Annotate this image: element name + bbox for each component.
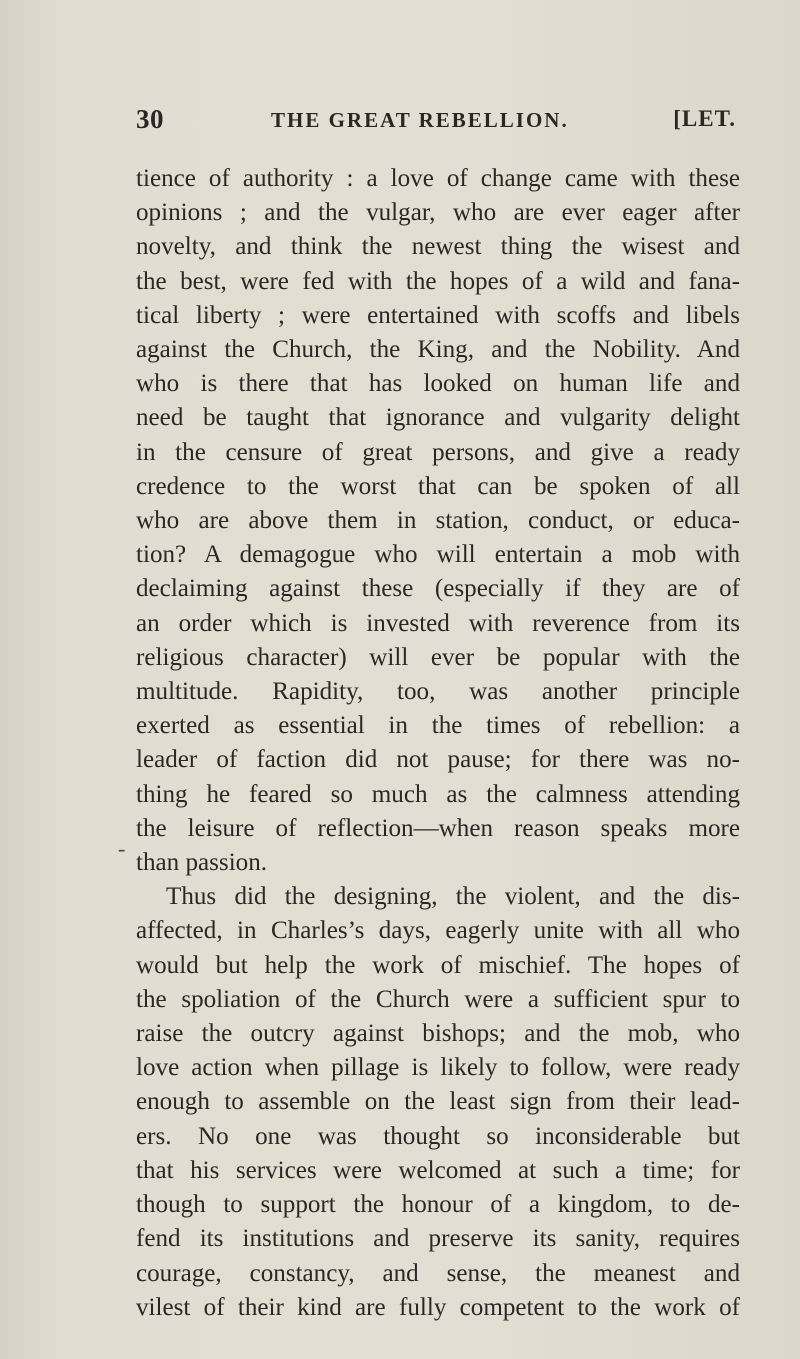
section-mark: [LET. xyxy=(673,106,736,131)
text-line: affected, in Charles’s days, eagerly unite with all who xyxy=(136,917,740,945)
text-line: vilest of their kind are fully competent to the work of xyxy=(136,1293,740,1321)
text-line: against the Church, the King, and the Nobility. And xyxy=(136,336,740,364)
text-line: would but help the work of mischief. The hopes of xyxy=(136,951,740,979)
text-line: exerted as essential in the times of rebellion: a xyxy=(136,712,740,740)
text-line: love action when pillage is likely to follow, were ready xyxy=(136,1054,740,1082)
text-line: who is there that has looked on human life and xyxy=(136,370,740,398)
body-text xyxy=(136,162,740,1325)
paragraph-end-line: than passion. xyxy=(136,849,268,877)
text-line: tical liberty ; were entertained with scoffs and libels xyxy=(136,301,740,329)
text-line: credence to the worst that can be spoken of all xyxy=(136,472,740,500)
text-line: the best, were fed with the hopes of a wild and fana- xyxy=(136,267,740,295)
text-line: religious character) will ever be popular with the xyxy=(136,643,740,671)
text-line: thing he feared so much as the calmness attending xyxy=(136,780,740,808)
text-line: an order which is invested with reverence from its xyxy=(136,609,740,637)
text-line: courage, constancy, and sense, the meanest and xyxy=(136,1259,740,1287)
text-line: that his services were welcomed at such a time; for xyxy=(136,1156,740,1184)
margin-hyphen-mark: - xyxy=(118,836,126,861)
text-line: the spoliation of the Church were a sufficient spur to xyxy=(136,985,740,1013)
text-line: leader of faction did not pause; for there was no- xyxy=(136,746,740,774)
page-number: 30 xyxy=(136,104,164,134)
running-head xyxy=(136,104,736,144)
paragraph-start-line: Thus did the designing, the violent, and the dis- xyxy=(166,883,740,911)
text-line: in the censure of great persons, and give a ready xyxy=(136,438,740,466)
text-line: raise the outcry against bishops; and the mob, who xyxy=(136,1020,740,1048)
text-line: opinions ; and the vulgar, who are ever eager after xyxy=(136,199,740,227)
running-title: THE GREAT REBELLION. xyxy=(271,108,569,132)
text-line: declaiming against these (especially if they are of xyxy=(136,575,740,603)
text-line: tion? A demagogue who will entertain a mob with xyxy=(136,541,740,569)
text-line: who are above them in station, conduct, or educa- xyxy=(136,507,740,535)
text-line: enough to assemble on the least sign from their lead- xyxy=(136,1088,740,1116)
text-line: tience of authority : a love of change came with these xyxy=(136,165,740,192)
text-line: the leisure of reflection—when reason speaks more xyxy=(136,814,740,842)
text-line: fend its institutions and preserve its sanity, requires xyxy=(136,1225,740,1253)
text-line: novelty, and think the newest thing the wisest and xyxy=(136,233,740,261)
text-line: multitude. Rapidity, too, was another principle xyxy=(136,678,740,706)
text-line: need be taught that ignorance and vulgarity delight xyxy=(136,404,740,432)
text-line: ers. No one was thought so inconsiderable but xyxy=(136,1122,740,1150)
text-line: though to support the honour of a kingdom, to de- xyxy=(136,1191,740,1219)
